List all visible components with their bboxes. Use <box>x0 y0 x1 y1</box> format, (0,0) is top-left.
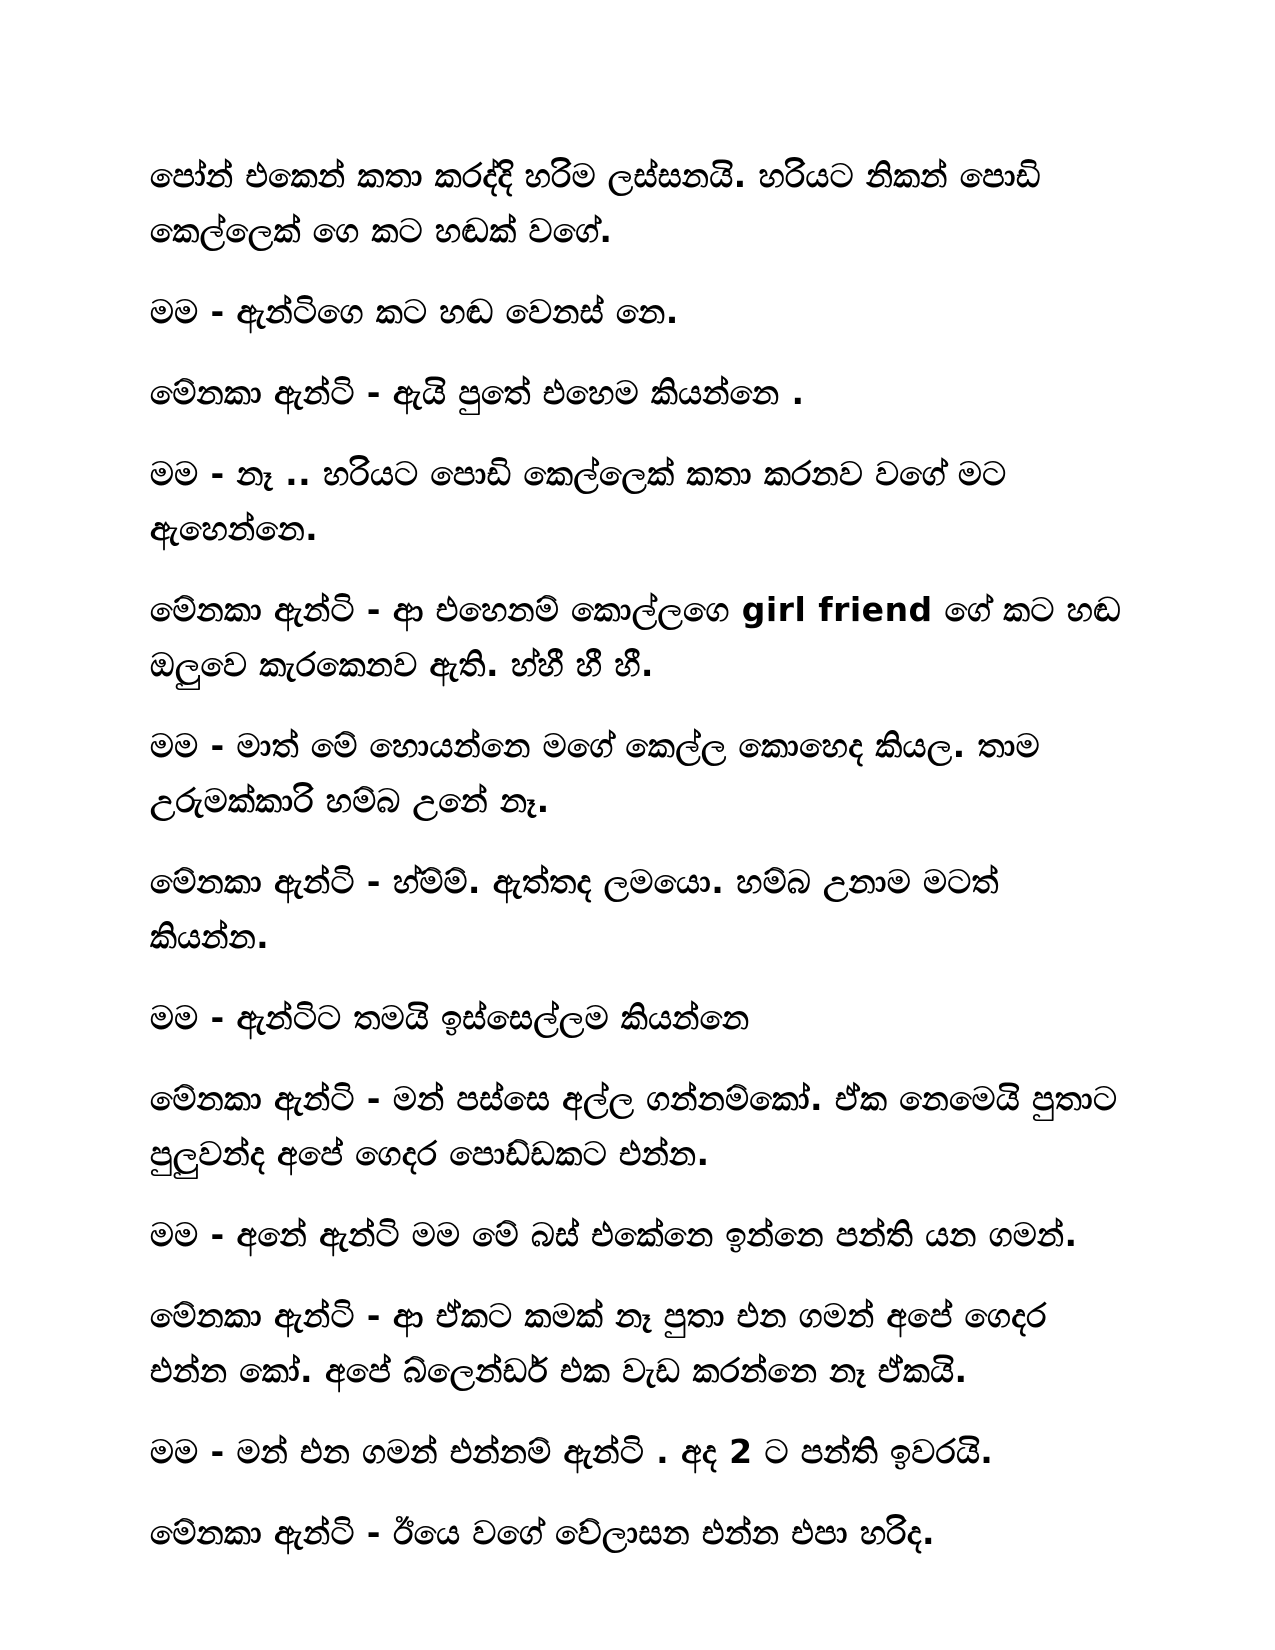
paragraph-6: මම - මාත් මේ හොයන්නෙ මගේ කෙල්ල කොහෙද කියල. තාම උරුමක්කාරි හම්බ උනේ නෑ. <box>150 726 1040 820</box>
paragraph-5: මේනකා ඇන්ටි - ආ එහෙනම් කොල්ලගෙ girl friend ගේ කට හඬ ඔලුවෙ කැරකෙනව ඇති. හ්හී හී හී. <box>150 590 1122 684</box>
paragraph-8: මම - ඇන්ටිට තමයි ඉස්සෙල්ලම කියන්නෙ <box>150 998 750 1037</box>
paragraph-9: මේනකා ඇන්ටි - මන් පස්සෙ අල්ල ගන්නම්කෝ. ඒක නෙමෙයි පුතාට පුලුවන්ද අපේ ගෙදර පොඩ්ඩකට එන්න. <box>150 1079 1118 1173</box>
paragraph-4: මම - නෑ .. හරියට පොඩි කෙල්ලෙක් කතා කරනව වගේ මට ඇහෙන්නෙ. <box>150 454 1007 548</box>
paragraph-12: මම - මන් එන ගමන් එන්නම් ඇන්ටි . අද 2 ට පන්ති ඉවරයි. <box>150 1432 994 1471</box>
paragraph-1: පෝන් එකෙන් කතා කරද්දි හරිම ලස්සනයි. හරියට නිකන් පොඩි කෙල්ලෙක් ගෙ කට හඬක් වගේ. <box>150 156 1041 250</box>
paragraph-13: මේනකා ඇන්ටි - ඊයෙ වගේ වේලාසන එන්න එපා හරිද. <box>150 1513 936 1552</box>
paragraph-2: මම - ඇන්ටිගෙ කට හඬ වෙනස් නෙ. <box>150 292 679 331</box>
paragraph-3: මේනකා ඇන්ටි - ඇයි පුතේ එහෙම කියන්නෙ . <box>150 373 805 412</box>
paragraph-10: මම - අනේ ඇන්ටි මම මේ බස් එකේනෙ ඉන්නෙ පන්ති යන ගමන්. <box>150 1215 1078 1254</box>
paragraph-11: මේනකා ඇන්ටි - ආ ඒකට කමක් නෑ පුතා එන ගමන් අපේ ගෙදර එන්න කෝ. අපේ බ්ලෙන්ඩර් එක වැඩ කරන්නෙ නෑ ඒකයි. <box>150 1296 1047 1390</box>
paragraph-7: මේනකා ඇන්ටි - හ්ම්ම්. ඇත්තද ලමයො. හම්බ උනාම මටත් කියන්න. <box>150 862 999 956</box>
